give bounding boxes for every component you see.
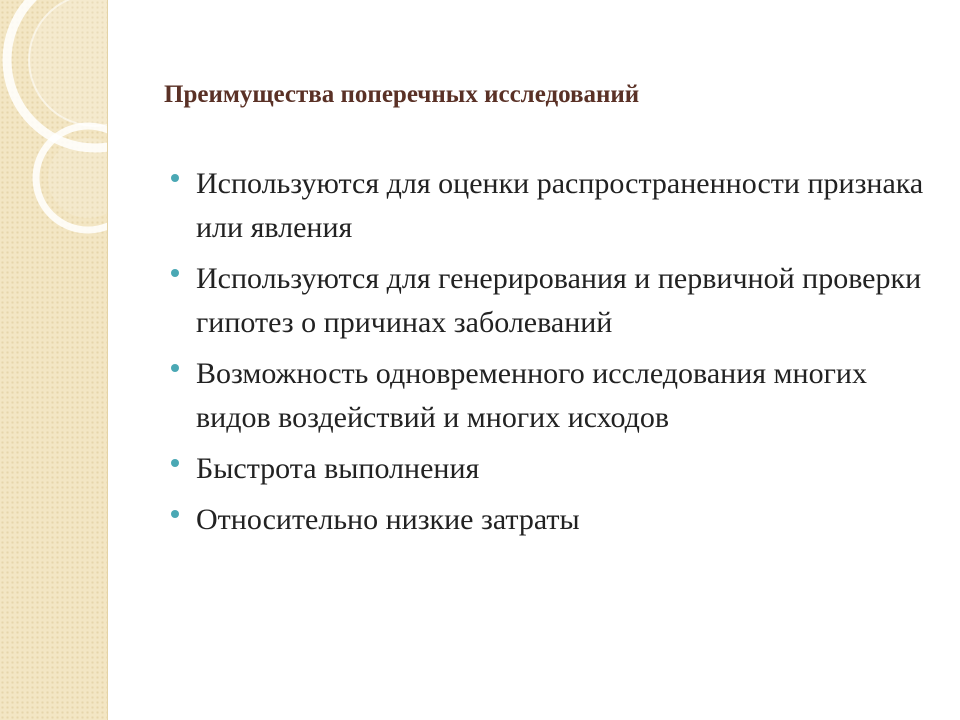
bullet-text: Возможность одновременного исследования многих видов воздействий и многих исходов [196, 357, 867, 434]
bullet-text: Используются для генерирования и первичной проверки гипотез о причинах заболеваний [196, 262, 922, 339]
bullet-item [168, 257, 938, 345]
bullet-list [168, 162, 938, 549]
decorative-ring-inner [29, 0, 107, 126]
bullet-dot-icon [171, 459, 179, 467]
slide-title: Преимущества поперечных исследований [164, 81, 640, 108]
bullet-item [168, 498, 938, 542]
bullet-dot-icon [171, 269, 179, 277]
bullet-dot-icon [171, 364, 179, 372]
bullet-dot-icon [171, 174, 179, 182]
bullet-item [168, 162, 938, 250]
bullet-text: Относительно низкие затраты [196, 503, 580, 536]
bullet-dot-icon [171, 510, 179, 518]
decorative-circles-graphic [0, 0, 107, 720]
bullet-text: Быстрота выполнения [196, 452, 480, 485]
bullet-text: Используются для оценки распространенности признака или явления [196, 167, 924, 244]
bullet-item [168, 352, 938, 440]
bullet-item [168, 447, 938, 491]
decorative-ring-small-fill [48, 138, 107, 218]
decorative-side-strip [0, 0, 108, 720]
